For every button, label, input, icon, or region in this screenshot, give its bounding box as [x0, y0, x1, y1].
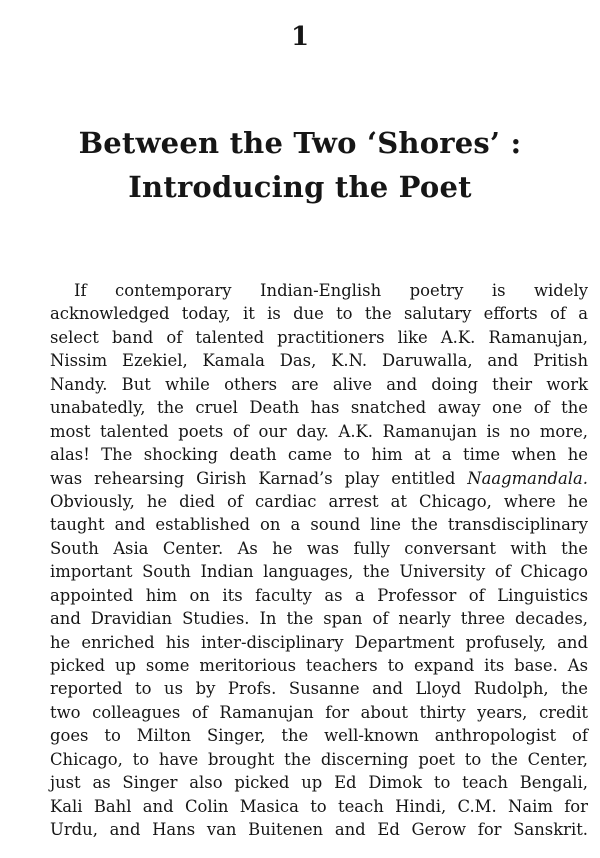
text-line-content: Nissim Ezekiel, Kamala Das, K.N. Daruwalla, and Pritish [50, 351, 588, 371]
text-line [50, 443, 588, 466]
text-line [50, 420, 588, 443]
text-line-content: he enriched his inter-disciplinary Department profusely, and [50, 632, 588, 652]
text-line [50, 326, 588, 349]
text-line-content: select band of talented practitioners like A.K. Ramanujan, [50, 327, 588, 347]
text-line-content: reported to us by Profs. Susanne and Lloyd Rudolph, the [50, 679, 588, 699]
text-line [50, 795, 588, 818]
text-line [50, 701, 588, 724]
text-line-content: and Dravidian Studies. In the span of nearly three decades, [50, 609, 588, 629]
text-line-content: unabatedly, the cruel Death has snatched away one of the [50, 398, 588, 418]
text-line-content: South Asia Center. As he was fully conversant with the [50, 538, 588, 558]
text-line [50, 631, 588, 654]
text-line [50, 537, 588, 560]
text-line-content: most talented poets of our day. A.K. Ramanujan is no more, [50, 421, 588, 441]
text-line [50, 467, 588, 490]
text-line [50, 607, 588, 630]
text-line [50, 818, 588, 841]
text-line-content: important South Indian languages, the University of Chicago [50, 562, 588, 582]
chapter-title [0, 121, 600, 209]
text-line-content: Urdu, and Hans van Buitenen and Ed Gerow for Sanskrit. [50, 820, 588, 840]
text-line-content: was rehearsing Girish Karnad’s play entitled [50, 468, 468, 488]
play-title-italic: Naagmandala. [467, 468, 588, 488]
text-line [50, 279, 588, 302]
text-line-content: Nandy. But while others are alive and doing their work [50, 374, 588, 394]
text-line [50, 724, 588, 747]
text-line [50, 396, 588, 419]
text-line-content: acknowledged today, it is due to the salutary efforts of a [50, 304, 588, 324]
chapter-title-line: Between the Two ‘Shores’ : [78, 126, 522, 160]
text-line [50, 349, 588, 372]
text-line [50, 560, 588, 583]
text-line-content: picked up some meritorious teachers to expand its base. As [50, 656, 588, 675]
text-line [50, 748, 588, 771]
chapter-title-line: Introducing the Poet [128, 170, 472, 204]
text-line [50, 490, 588, 513]
text-line-content: goes to Milton Singer, the well-known anthropologist of [50, 726, 588, 746]
text-line-content: appointed him on its faculty as a Professor of Linguistics [50, 585, 588, 605]
text-line-content: two colleagues of Ramanujan for about thirty years, credit [50, 702, 588, 722]
text-line [50, 302, 588, 325]
text-line [50, 677, 588, 700]
text-line-content: Obviously, he died of cardiac arrest at Chicago, where he [50, 491, 588, 511]
text-line-content: Kali Bahl and Colin Masica to teach Hindi, C.M. Naim for [50, 796, 588, 816]
text-line-content: Chicago, to have brought the discerning poet to the Center, [50, 749, 588, 769]
body-paragraph [50, 279, 588, 842]
chapter-number: 1 [290, 22, 310, 52]
text-line-content: alas! The shocking death came to him at a time when he [50, 445, 588, 465]
text-line [50, 513, 588, 536]
text-line [50, 584, 588, 607]
text-line [50, 373, 588, 396]
text-line [50, 654, 588, 677]
text-line [50, 771, 588, 794]
text-line-content: If contemporary Indian-English poetry is widely [74, 281, 588, 300]
text-line-content: just as Singer also picked up Ed Dimok to teach Bengali, [50, 773, 588, 793]
text-line-content: taught and established on a sound line the transdisciplinary [50, 515, 588, 535]
